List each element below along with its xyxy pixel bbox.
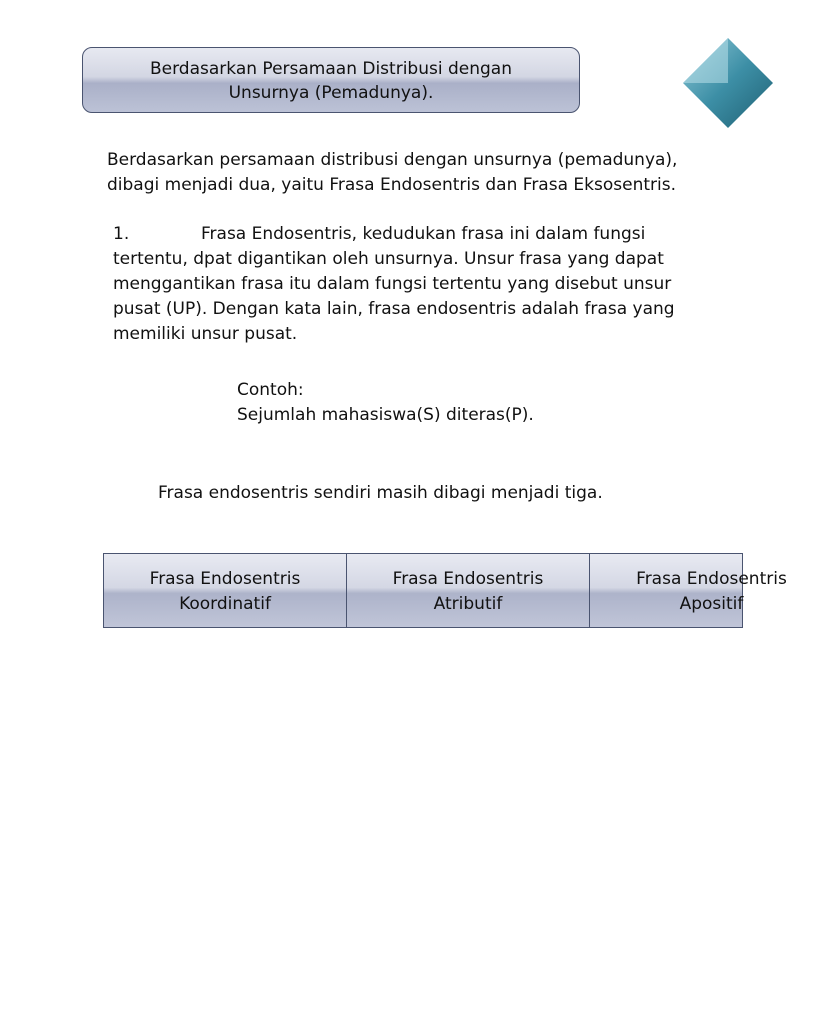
category-label-line2: Koordinatif <box>179 594 271 614</box>
example-label: Contoh: <box>237 380 304 400</box>
example-sentence: Sejumlah mahasiswa(S) diteras(P). <box>237 405 534 425</box>
category-koordinatif <box>104 554 347 627</box>
category-apositif <box>590 554 833 627</box>
category-label-line1: Frasa Endosentris <box>392 569 544 589</box>
point-1-number: 1. <box>113 224 130 244</box>
intro-line1: Berdasarkan persamaan distribusi dengan unsurnya (pemadunya), <box>107 150 678 170</box>
diamond-arrow-icon[interactable] <box>683 38 773 128</box>
point-1-first-line <box>113 222 675 247</box>
section-title-line1: Berdasarkan Persamaan Distribusi dengan <box>150 59 512 79</box>
intro-line2: dibagi menjadi dua, yaitu Frasa Endosentris dan Frasa Eksosentris. <box>107 175 676 195</box>
point-1-line4: pusat (UP). Dengan kata lain, frasa endosentris adalah frasa yang <box>113 299 675 319</box>
section-title-box <box>82 47 580 113</box>
endosentris-categories-table <box>103 553 787 628</box>
category-label-line2: Apositif <box>679 594 744 614</box>
section-title-line2: Unsurnya (Pemadunya). <box>228 83 434 103</box>
point-1-line1: Frasa Endosentris, kedudukan frasa ini dalam fungsi <box>201 224 646 244</box>
point-1-line5: memiliki unsur pusat. <box>113 324 298 344</box>
example-block <box>237 378 534 428</box>
point-1-line3: menggantikan frasa itu dalam fungsi tertentu yang disebut unsur <box>113 274 672 294</box>
category-atributif <box>347 554 590 627</box>
intro-paragraph <box>107 148 677 198</box>
category-label-line1: Frasa Endosentris <box>636 569 787 589</box>
point-1-line2: tertentu, dpat digantikan oleh unsurnya. Unsur frasa yang dapat <box>113 249 664 269</box>
category-label-line1: Frasa Endosentris <box>149 569 301 589</box>
category-label-line2: Atributif <box>433 594 503 614</box>
point-1-paragraph <box>113 222 675 347</box>
division-note: Frasa endosentris sendiri masih dibagi menjadi tiga. <box>158 483 603 503</box>
